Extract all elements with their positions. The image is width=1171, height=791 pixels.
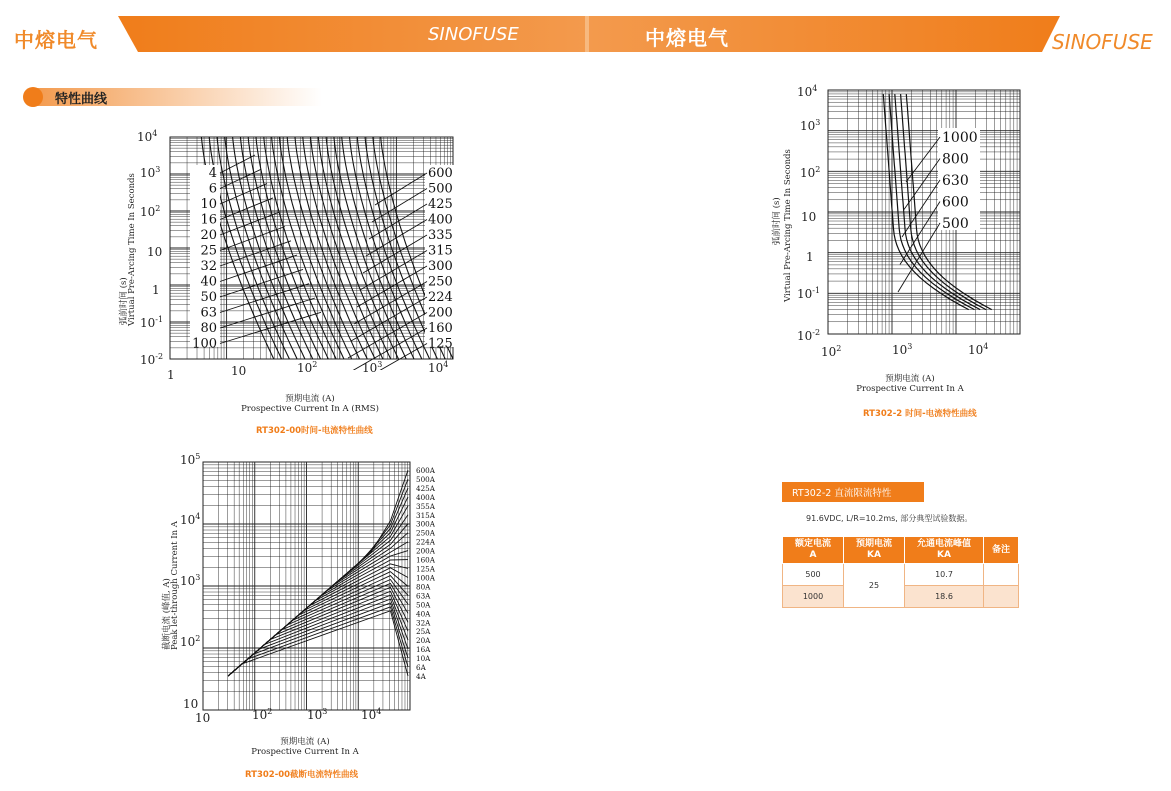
c2-series-label: 200A: [416, 546, 435, 556]
table-row: [783, 564, 1019, 586]
c3-series-label: 600: [942, 194, 969, 211]
c2-series-label: 355A: [416, 501, 435, 511]
c3-ylabel-cn: 弧前时间 (s): [772, 197, 782, 245]
c1-right-label: 335: [428, 228, 453, 243]
c1-ytick-1e-1: $10^{-1}$: [140, 315, 164, 330]
c1-ytick-10: 10: [147, 245, 163, 259]
c1-left-label: 50: [200, 290, 217, 305]
c1-left-label: 16: [200, 212, 217, 228]
c1-right-label: 250: [428, 274, 453, 290]
c2-xlabel-en: Prospective Current In A: [251, 747, 359, 757]
c3-xtick-1e3: $10^3$: [892, 342, 913, 357]
c2-ylabel-en: Peak let-through Current In A: [170, 521, 180, 650]
c1-xtick-1: 1: [167, 368, 175, 382]
dc-note: 91.6VDC, L/R=10.2ms, 部分典型试验数据。: [806, 514, 973, 523]
c2-series-label: 50A: [416, 600, 431, 610]
c2-series-label: 20A: [416, 636, 431, 646]
c1-ytick-1e4: $10^4$: [137, 129, 158, 144]
c3-ytick-1e-1: $10^{-1}$: [797, 286, 821, 301]
c2-series-label: 160A: [416, 555, 435, 565]
c1-left-label: 6: [208, 181, 217, 197]
c1-right-label: 425: [428, 197, 453, 212]
c2-series-label: 500A: [416, 475, 435, 484]
c3-ytick-1e4: $10^4$: [797, 84, 818, 99]
dc-section-title: RT302-2 直流限流特性: [782, 482, 924, 502]
c1-ylabel-en: Virtual Pre-Arcing Time In Seconds: [127, 173, 137, 326]
c3-series-label: 630: [942, 173, 969, 189]
c2-series-label: 63A: [416, 591, 431, 601]
c1-left-leader: [220, 269, 303, 297]
c2-series-label: 125A: [416, 564, 435, 574]
c1-left-label: 32: [200, 259, 217, 274]
c2-series-label: 600A: [416, 466, 435, 475]
c3-ylabel-en: Virtual Pre-Arcing Time In Seconds: [783, 149, 793, 302]
c2-series-label: 100A: [416, 573, 435, 583]
c1-xtick-10: 10: [231, 364, 247, 378]
chart-rt302-00-cutoff-current: [195, 458, 440, 718]
c1-ytick-1e2: $10^2$: [140, 204, 161, 219]
c2-xtick-1e2: $10^2$: [252, 707, 273, 722]
c3-caption: RT302-2 时间-电流特性曲线: [863, 409, 977, 419]
brand-right-en: SINOFUSE: [1052, 30, 1153, 54]
c2-series-label: 315A: [416, 510, 435, 520]
c1-right-label: 315: [428, 243, 453, 259]
c2-series-label: 25A: [416, 627, 431, 637]
c1-right-label: 500: [428, 181, 453, 197]
c1-ytick-1e-2: $10^{-2}$: [140, 352, 164, 367]
c1-xlabel-cn: 预期电流 (A): [285, 394, 335, 404]
c1-left-label: 25: [200, 243, 217, 259]
brand-center-cn: 中熔电气: [645, 26, 729, 50]
c2-ytick-10: 10: [183, 697, 199, 711]
c2-ylabel-cn: 截断电流 (峰值, A): [162, 578, 172, 650]
c2-series-label: 250A: [416, 528, 435, 538]
c1-xlabel-en: Prospective Current In A (RMS): [241, 404, 379, 414]
c2-series-label: 40A: [416, 609, 431, 619]
c1-xtick-1e2: $10^2$: [297, 360, 318, 375]
c2-series-label: 6A: [416, 663, 426, 672]
c1-ytick-1: 1: [152, 283, 160, 297]
dc-cell-peak: 10.7: [905, 564, 984, 586]
c3-ytick-1: 1: [806, 250, 814, 264]
c2-ytick-1e5: $10^5$: [180, 452, 201, 467]
dc-th-prospective: 预期电流 KA: [844, 537, 905, 564]
dc-cell-remark: [984, 586, 1019, 608]
c1-right-leader: [369, 204, 427, 239]
dc-header-row: [783, 537, 1019, 564]
c3-xlabel-cn: 预期电流 (A): [885, 374, 935, 384]
brand-left: 中熔电气: [14, 28, 98, 52]
dc-cell-prospective: 25: [844, 564, 905, 608]
c1-left-label: 40: [200, 274, 217, 290]
c1-right-label: 160: [428, 321, 453, 336]
dc-table: [782, 536, 1019, 608]
c1-caption: RT302-00时间-电流特性曲线: [256, 426, 373, 436]
c1-left-label: 20: [200, 228, 217, 243]
c1-right-label: 125: [428, 336, 453, 352]
c2-series-label: 10A: [416, 654, 431, 664]
dc-cell-rated: 1000: [783, 586, 844, 608]
c1-right-label: 224: [428, 290, 453, 305]
c2-series-label: 300A: [416, 519, 435, 529]
c1-left-label: 63: [200, 305, 217, 321]
chart-rt302-00-time-current: [160, 135, 455, 370]
c3-xtick-1e4: $10^4$: [968, 342, 989, 357]
c3-xlabel-en: Prospective Current In A: [856, 384, 964, 394]
c3-ytick-1e2: $10^2$: [800, 165, 821, 180]
chart-rt302-2-time-current: [826, 88, 1022, 338]
c2-xtick-1e3: $10^3$: [307, 707, 328, 722]
c1-left-leader: [220, 241, 291, 266]
header-banner: [0, 0, 1171, 60]
c2-series-label: 400A: [416, 492, 435, 502]
c2-series-label: 224A: [416, 537, 435, 547]
c1-left-label: 10: [200, 197, 217, 212]
c2-series-label: 80A: [416, 582, 431, 592]
c2-series-label: 16A: [416, 645, 431, 655]
c3-series-label: 1000: [942, 130, 978, 146]
c2-series-label: 425A: [416, 483, 435, 493]
c1-ytick-1e3: $10^3$: [140, 165, 161, 180]
c1-right-label: 400: [428, 212, 453, 228]
dc-cell-remark: [984, 564, 1019, 586]
c1-right-label: 200: [428, 305, 453, 321]
dc-cell-rated: 500: [783, 564, 844, 586]
c1-right-leader: [342, 344, 427, 371]
c1-xtick-1e3: $10^3$: [362, 360, 383, 375]
dc-th-rated: 额定电流 A: [783, 537, 844, 564]
c2-xtick-1e4: $10^4$: [361, 707, 382, 722]
c1-ylabel-cn: 弧前时间 (s): [119, 277, 129, 325]
c2-xlabel-cn: 预期电流 (A): [280, 737, 330, 747]
c3-xtick-1e2: $10^2$: [821, 344, 842, 359]
c3-leader: [904, 159, 940, 210]
c3-ytick-1e3: $10^3$: [800, 118, 821, 133]
brand-center-en: SINOFUSE: [428, 24, 519, 45]
c2-series-label: 32A: [416, 618, 431, 628]
dc-th-peak: 允通电流峰值 KA: [905, 537, 984, 564]
dc-th-remark: 备注: [984, 537, 1019, 564]
c2-xtick-10: 10: [195, 711, 211, 725]
c3-ytick-10: 10: [801, 210, 817, 224]
c1-right-label: 600: [428, 166, 453, 181]
c3-series-label: 800: [942, 151, 969, 168]
c2-ytick-1e4: $10^4$: [180, 512, 201, 527]
c3-ytick-1e-2: $10^{-2}$: [797, 328, 821, 343]
c2-caption: RT302-00截断电流特性曲线: [245, 770, 359, 780]
c1-left-label: 4: [208, 166, 217, 181]
c2-ytick-1e3: $10^3$: [180, 573, 201, 588]
dc-cell-peak: 18.6: [905, 586, 984, 608]
c3-series-label: 500: [942, 216, 969, 232]
c1-left-leader: [220, 284, 309, 313]
c2-ytick-1e2: $10^2$: [180, 634, 201, 649]
c1-left-label: 100: [192, 336, 217, 352]
c1-xtick-1e4: $10^4$: [428, 360, 449, 375]
c2-series-label: 4A: [416, 672, 426, 681]
section-title: 特性曲线: [55, 92, 108, 107]
c1-left-label: 80: [200, 321, 217, 336]
c1-right-label: 300: [428, 259, 453, 274]
